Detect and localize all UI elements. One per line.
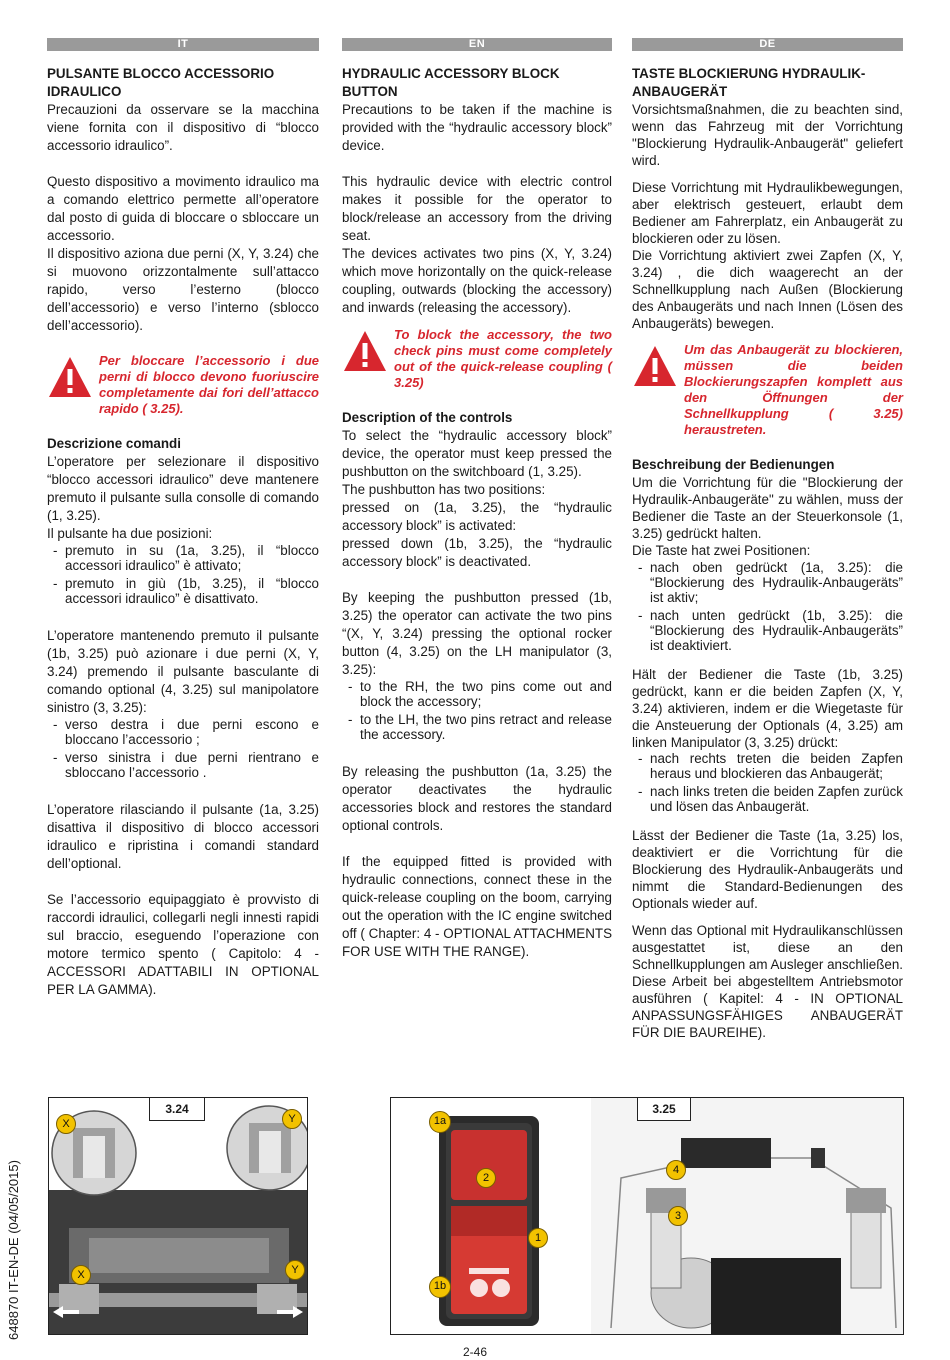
cab-controls-illustration bbox=[391, 1098, 903, 1334]
list-item: - nach oben gedrückt (1a, 3.25): die “Blockierung des Hydraulik-Anbaugeräts” ist aktiv; bbox=[632, 560, 903, 605]
figure-label-3-25: 3.25 bbox=[637, 1098, 691, 1121]
callout-1a: 1a bbox=[429, 1111, 451, 1133]
directions-list-de bbox=[632, 751, 903, 814]
warning-triangle-icon bbox=[47, 355, 99, 403]
callout-3: 3 bbox=[668, 1206, 688, 1226]
warning-de bbox=[632, 342, 903, 438]
list-item: - nach unten gedrückt (1b, 3.25): die “Blockierung des Hydraulik-Anbaugeräts” ist deaktiviert. bbox=[632, 608, 903, 653]
paragraph-de-2: Die Vorrichtung aktiviert zwei Zapfen (X, Y, 3.24) , die dich waagerecht an der Schnellkupplung nach Außen (Blockierung des Anbaugeräts und nach Innen (Lösen des Anbaugeräts) bewegen. bbox=[632, 248, 903, 331]
warning-en bbox=[342, 327, 612, 391]
callout-y-top: Y bbox=[282, 1109, 302, 1129]
section-title-en: HYDRAULIC ACCESSORY BLOCK BUTTON bbox=[342, 66, 560, 99]
controls-paragraph-en-1: To select the “hydraulic accessory block” device, the operator must keep pressed the pushbutton on the switchboard (1, 3.25). bbox=[342, 428, 612, 479]
paragraph-it-1: Questo dispositivo a movimento idraulico ma a comando elettrico permette all’operatore dal posto di guida di bloccare o sbloccare un accessorio. bbox=[47, 174, 319, 243]
intro-de: Vorsichtsmaßnahmen, die zu beachten sind, wenn das Fahrzeug mit der Vorrichtung "Blockierung Hydraulik-Anbaugerät" geliefert wird. bbox=[632, 102, 903, 168]
directions-list-en bbox=[342, 679, 612, 742]
controls-paragraph-it-2: Il pulsante ha due posizioni: bbox=[47, 526, 213, 541]
language-header-en: EN bbox=[342, 38, 612, 51]
column-italian bbox=[47, 38, 319, 999]
directions-list-it bbox=[47, 717, 319, 780]
coupling-illustration bbox=[49, 1098, 307, 1334]
paragraph-en-2: The devices activates two pins (X, Y, 3.24) which move horizontally on the quick-release coupling, outwards (blocking the accessory) and inwards (releasing the accessory). bbox=[342, 246, 612, 315]
section-title-de: TASTE BLOCKIERUNG HYDRAULIK-ANBAUGERÄT bbox=[632, 66, 866, 99]
controls-title-it: Descrizione comandi bbox=[47, 436, 181, 451]
paragraph-de-1: Diese Vorrichtung mit Hydraulikbewegungen, aber elektrisch gesteuert, erlaubt dem Bediener am Fahrerplatz, ein Anbaugerät zu blockieren oder zu lösen. bbox=[632, 180, 903, 246]
document-code: 648870 IT-EN-DE (04/05/2015) bbox=[6, 1160, 21, 1340]
warning-text-it: Per bloccare l’accessorio i due perni di blocco devono fuoriuscire completamente dai fori dell’attacco rapido ( 3.25). bbox=[99, 353, 319, 416]
paragraph-en-3: By keeping the pushbutton pressed (1b, 3.25) the operator can activate the two pins “(X, Y, 3.24) pressing the optional rocker button (4, 3.25) on the LH manipulator (3, 3.25): bbox=[342, 590, 612, 677]
position-en-2: pressed down (1b, 3.25), the “hydraulic accessory block” is deactivated. bbox=[342, 536, 612, 569]
callout-4: 4 bbox=[666, 1160, 686, 1180]
controls-paragraph-it-1: L’operatore per selezionare il dispositivo “blocco accessori idraulico” deve mantenere premuto il pulsante sulla consolle di comando (1, 3.25). bbox=[47, 454, 319, 523]
column-english bbox=[342, 38, 612, 961]
position-en-1: pressed on (1a, 3.25), the “hydraulic accessory block” is activated: bbox=[342, 500, 612, 533]
list-item: - premuto in su (1a, 3.25), il “blocco accessori idraulico” è attivato; bbox=[47, 543, 319, 573]
callout-2: 2 bbox=[476, 1168, 496, 1188]
callout-1b: 1b bbox=[429, 1276, 451, 1298]
paragraph-it-2: Il dispositivo aziona due perni (X, Y, 3.24) che si muovono orizzontalmente sull’attacco rapido, verso l’esterno (blocco dell’accessorio) e verso l’interno (sblocco dell’accessorio). bbox=[47, 246, 319, 333]
column-german bbox=[632, 38, 903, 1041]
paragraph-en-5: If the equipped fitted is provided with hydraulic connections, connect these in the quick-release coupling on the boom, carrying out the operation with the IC engine switched off ( Chapter: 4 - OPTIONAL ATTACHMENTS FOR USE WITH THE RANGE). bbox=[342, 854, 612, 959]
paragraph-it-4: L’operatore rilasciando il pulsante (1a, 3.25) disattiva il dispositivo di blocco accessori idraulico e ripristina i comandi standard dell’optional. bbox=[47, 802, 319, 871]
section-title-it: PULSANTE BLOCCO ACCESSORIO IDRAULICO bbox=[47, 66, 275, 99]
paragraph-it-3: L’operatore mantenendo premuto il pulsante (1b, 3.25) può azionare i due perni (X, Y, 3.24) premendo il pulsante basculante di comando optional (4, 3.25) sul manipolatore sinistro (3, 3.25): bbox=[47, 628, 319, 715]
positions-list-it bbox=[47, 543, 319, 606]
warning-it bbox=[47, 353, 319, 417]
paragraph-de-5: Wenn das Optional mit Hydraulikanschlüssen ausgestattet ist, diese an den Schnellkupplungen am Ausleger anschließen. Diese Arbeit bei abgestelltem Antriebsmotor ausführen ( Kapitel: 4 - IN OPTIONAL ANPASSUNGSFÄHIGES ANBAUGERÄT FÜR DIE BAUREIHE). bbox=[632, 923, 903, 1040]
callout-y-bottom: Y bbox=[285, 1260, 305, 1280]
intro-it: Precauzioni da osservare se la macchina viene fornita con il dispositivo di “blocco accessorio idraulico”. bbox=[47, 102, 319, 153]
warning-text-de: Um das Anbaugerät zu blockieren, müssen die beiden Blockierungszapfen komplett aus den Öffnungen der Schnellkupplung ( 3.25) heraustreten. bbox=[684, 342, 903, 437]
warning-text-en: To block the accessory, the two check pins must come completely out of the quick-release coupling ( 3.25) bbox=[394, 327, 612, 390]
language-header-de: DE bbox=[632, 38, 903, 51]
controls-title-en: Description of the controls bbox=[342, 410, 513, 425]
positions-list-de bbox=[632, 560, 903, 653]
controls-paragraph-de-1: Um die Vorrichtung für die "Blockierung der Hydraulik-Anbaugeräte" zu wählen, muss der Bediener die Taste an der Steuerkonsole (1, 3.25) gedrückt halten. bbox=[632, 475, 903, 541]
controls-paragraph-en-2: The pushbutton has two positions: bbox=[342, 482, 546, 497]
controls-title-de: Beschreibung der Bedienungen bbox=[632, 457, 835, 472]
warning-triangle-icon bbox=[342, 329, 394, 377]
list-item: - verso sinistra i due perni rientrano e sbloccano l’accessorio . bbox=[47, 750, 319, 780]
list-item: - premuto in giù (1b, 3.25), il “blocco accessori idraulico” è disattivato. bbox=[47, 576, 319, 606]
language-header-it: IT bbox=[47, 38, 319, 51]
list-item: - to the LH, the two pins retract and release the accessory. bbox=[342, 712, 612, 742]
paragraph-en-1: This hydraulic device with electric control makes it possible for the operator to block/release an accessory from the driving seat. bbox=[342, 174, 612, 243]
list-item: - nach rechts treten die beiden Zapfen heraus und blockieren das Anbaugerät; bbox=[632, 751, 903, 781]
paragraph-de-4: Lässt der Bediener die Taste (1a, 3.25) los, deaktiviert er die Vorrichtung für die Blockierung des Hydraulik-Anbaugeräts und nimmt die Standard-Bedienungen des Optionals wieder auf. bbox=[632, 828, 903, 911]
figure-3-25 bbox=[390, 1097, 904, 1335]
list-item: - nach links treten die beiden Zapfen zurück und lösen das Anbaugerät. bbox=[632, 784, 903, 814]
paragraph-en-4: By releasing the pushbutton (1a, 3.25) the operator deactivates the hydraulic accessories block and restores the standard optional controls. bbox=[342, 764, 612, 833]
callout-x-top: X bbox=[56, 1114, 76, 1134]
intro-en: Precautions to be taken if the machine is provided with the “hydraulic accessory block” device. bbox=[342, 102, 612, 153]
figure-label-3-24: 3.24 bbox=[149, 1098, 205, 1121]
controls-paragraph-de-2: Die Taste hat zwei Positionen: bbox=[632, 543, 811, 558]
warning-triangle-icon bbox=[632, 344, 684, 392]
list-item: - to the RH, the two pins come out and block the accessory; bbox=[342, 679, 612, 709]
callout-1: 1 bbox=[528, 1228, 548, 1248]
page-number: 2-46 bbox=[462, 1345, 488, 1359]
list-item: - verso destra i due perni escono e bloccano l’accessorio ; bbox=[47, 717, 319, 747]
paragraph-de-3: Hält der Bediener die Taste (1b, 3.25) gedrückt, kann er die beiden Zapfen (X, Y, 3.24) aktivieren, indem er die Wiegetaste für die Ansteuerung der Optionals (4, 3.25) am linken Manipulator (3, 3.25) drückt: bbox=[632, 667, 903, 750]
paragraph-it-5: Se l’accessorio equipaggiato è provvisto di raccordi idraulici, collegarli negli innesti rapidi sul braccio, eseguendo l’operazione con motore termico spento ( Capitolo: 4 - ACCESSORI ADATTABILI IN OPTIONAL PER LA GAMMA). bbox=[47, 892, 319, 997]
figure-3-24 bbox=[48, 1097, 308, 1335]
callout-x-bottom: X bbox=[71, 1265, 91, 1285]
